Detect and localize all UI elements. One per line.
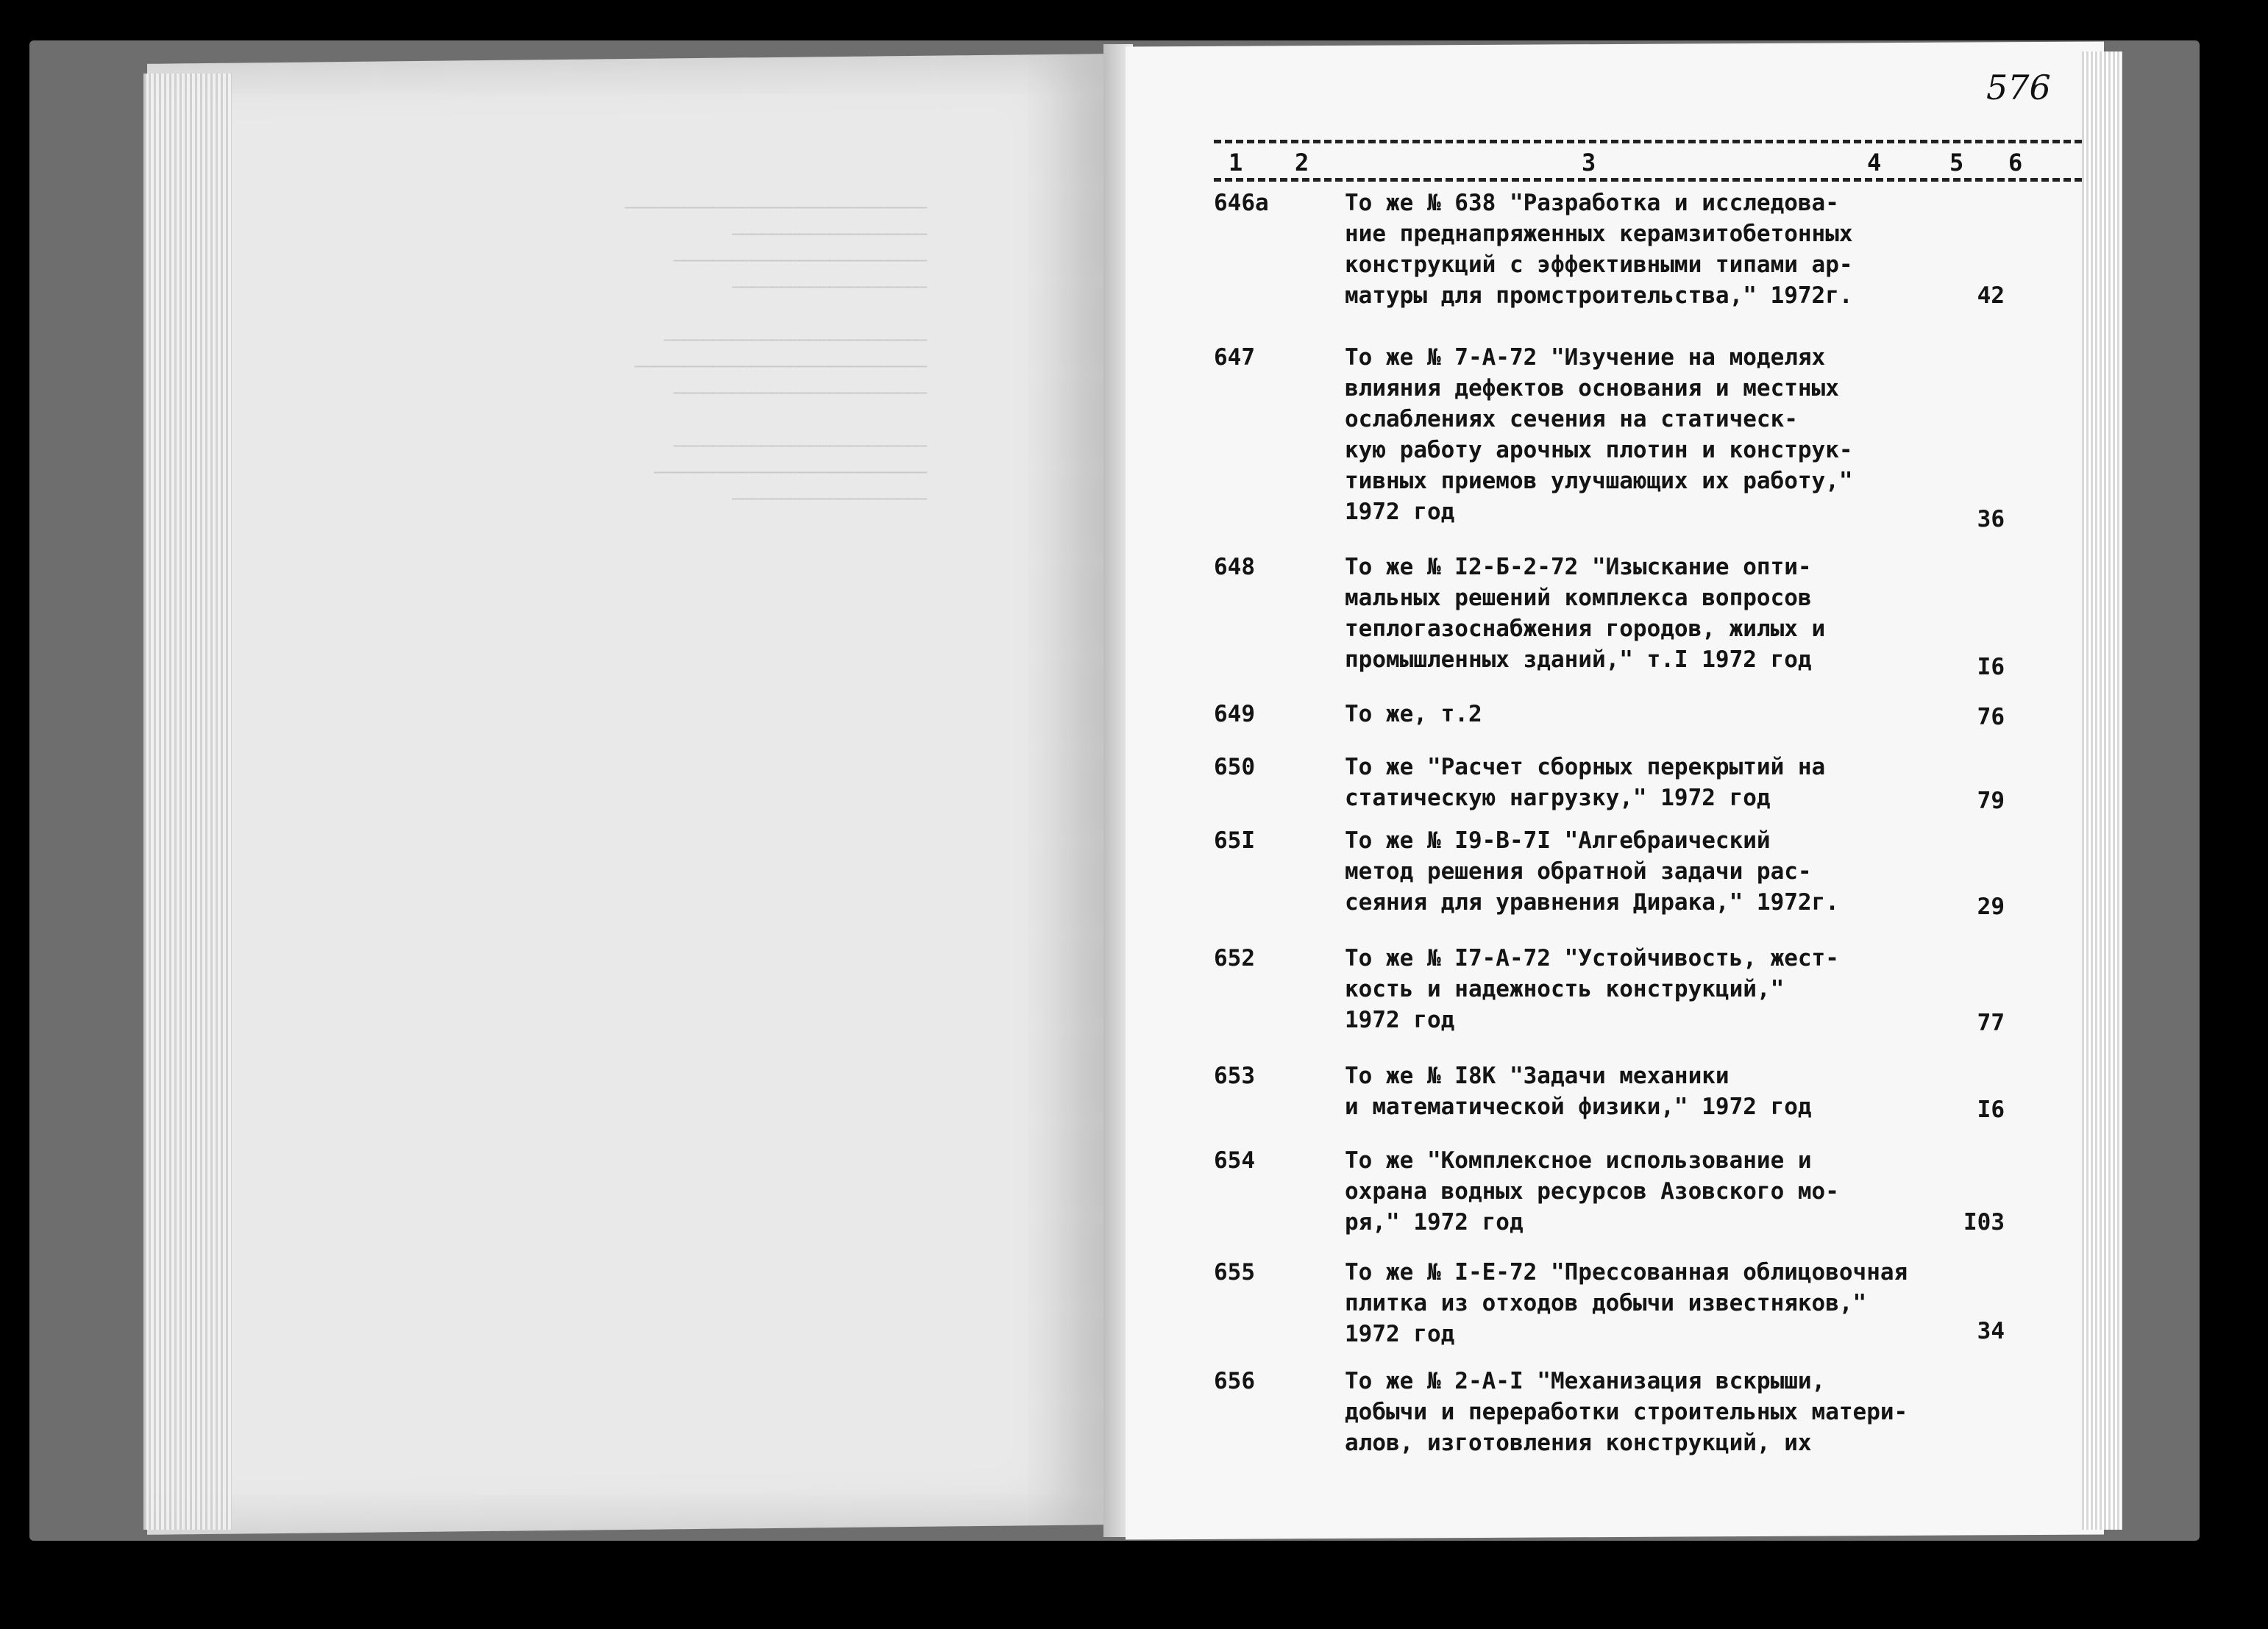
column-header-3: 3: [1582, 149, 1596, 177]
entry-number: 653: [1214, 1063, 1255, 1089]
left-page-edges: [143, 74, 232, 1530]
column-header-4: 4: [1867, 149, 1882, 177]
entry-number: 647: [1214, 344, 1255, 371]
entry-pages: I6: [1977, 654, 2005, 680]
entry-number: 650: [1214, 754, 1255, 780]
table-row: [1214, 1366, 2023, 1469]
entry-description: То же № I2-Б-2-72 "Изыскание опти- мальных решений комплекса вопросов теплогазоснабжения городов, жилых и промышленных зданий," т.I 1972 год: [1345, 554, 1826, 673]
bleed-through-text: ─────────────────────────────── ──────────────────── ────────────────────────── ──────────────────── ─────────────────────────── ────────────────────────────── ────────────────────────── ────────────────────────── ──────────────────────────── ────────────────────: [625, 199, 927, 509]
entry-description: То же № 7-А-72 "Изучение на моделях влияния дефектов основания и местных ослаблениях сечения на статическ- кую работу арочных плотин и конструк- тивных приемов улучшающих их работу," 1972 год: [1345, 344, 1853, 525]
entry-pages: 29: [1977, 894, 2005, 920]
entry-description: То же № I8К "Задачи механики и математической физики," 1972 год: [1345, 1063, 1812, 1120]
entry-description: То же "Расчет сборных перекрытий на статическую нагрузку," 1972 год: [1345, 754, 1826, 811]
entry-pages: I03: [1963, 1209, 2005, 1236]
entry-description: То же № I-Е-72 "Прессованная облицовочная плитка из отходов добычи известняков," 1972 год: [1345, 1259, 1908, 1347]
column-header-5: 5: [1949, 149, 1964, 177]
entry-number: 654: [1214, 1147, 1255, 1174]
register-table: [1214, 188, 2023, 1469]
right-page-edges: [2082, 51, 2122, 1530]
entry-pages: 42: [1977, 282, 2005, 309]
entry-number: 648: [1214, 554, 1255, 580]
entry-pages: I6: [1977, 1097, 2005, 1123]
entry-description: То же № 2-А-I "Механизация вскрыши, добычи и переработки строительных матери- алов, изготовления конструкций, их: [1345, 1368, 1908, 1456]
table-row: [1214, 342, 2023, 552]
entry-number: 656: [1214, 1368, 1255, 1394]
folio-number: 576: [1986, 68, 2051, 107]
table-header: [1214, 140, 2082, 191]
entry-description: То же, т.2: [1345, 701, 1482, 727]
entry-description: То же № I9-В-7I "Алгебраический метод решения обратной задачи рас- сеяния для уравнения Дирака," 1972г.: [1345, 827, 1839, 916]
entry-number: 655: [1214, 1259, 1255, 1286]
table-row: [1214, 188, 2023, 342]
entry-pages: 76: [1977, 704, 2005, 730]
entry-description: То же № I7-А-72 "Устойчивость, жест- кость и надежность конструкций," 1972 год: [1345, 945, 1839, 1033]
entry-pages: 36: [1977, 506, 2005, 532]
column-header-2: 2: [1295, 149, 1309, 177]
entry-description: То же № 638 "Разработка и исследова- ние преднапряженных керамзитобетонных конструкций с эффективными типами ар- матуры для промстроительства," 1972г.: [1345, 190, 1853, 309]
table-row: [1214, 752, 2023, 825]
table-row: [1214, 1061, 2023, 1145]
entry-number: 652: [1214, 945, 1255, 972]
entry-number: 65I: [1214, 827, 1255, 854]
table-row: [1214, 1257, 2023, 1366]
table-row: [1214, 1145, 2023, 1257]
header-top-rule: [1214, 140, 2082, 143]
entry-pages: 79: [1977, 788, 2005, 814]
column-header-1: 1: [1229, 149, 1243, 177]
entry-number: 646а: [1214, 190, 1269, 216]
column-header-6: 6: [2008, 149, 2023, 177]
header-bottom-rule: [1214, 178, 2082, 182]
entry-pages: 34: [1977, 1318, 2005, 1344]
entry-pages: 77: [1977, 1010, 2005, 1036]
table-row: [1214, 552, 2023, 699]
entry-description: То же "Комплексное использование и охрана водных ресурсов Азовского мо- ря," 1972 год: [1345, 1147, 1839, 1236]
table-row: [1214, 699, 2023, 752]
table-row: [1214, 825, 2023, 943]
entry-number: 649: [1214, 701, 1255, 727]
table-row: [1214, 943, 2023, 1061]
